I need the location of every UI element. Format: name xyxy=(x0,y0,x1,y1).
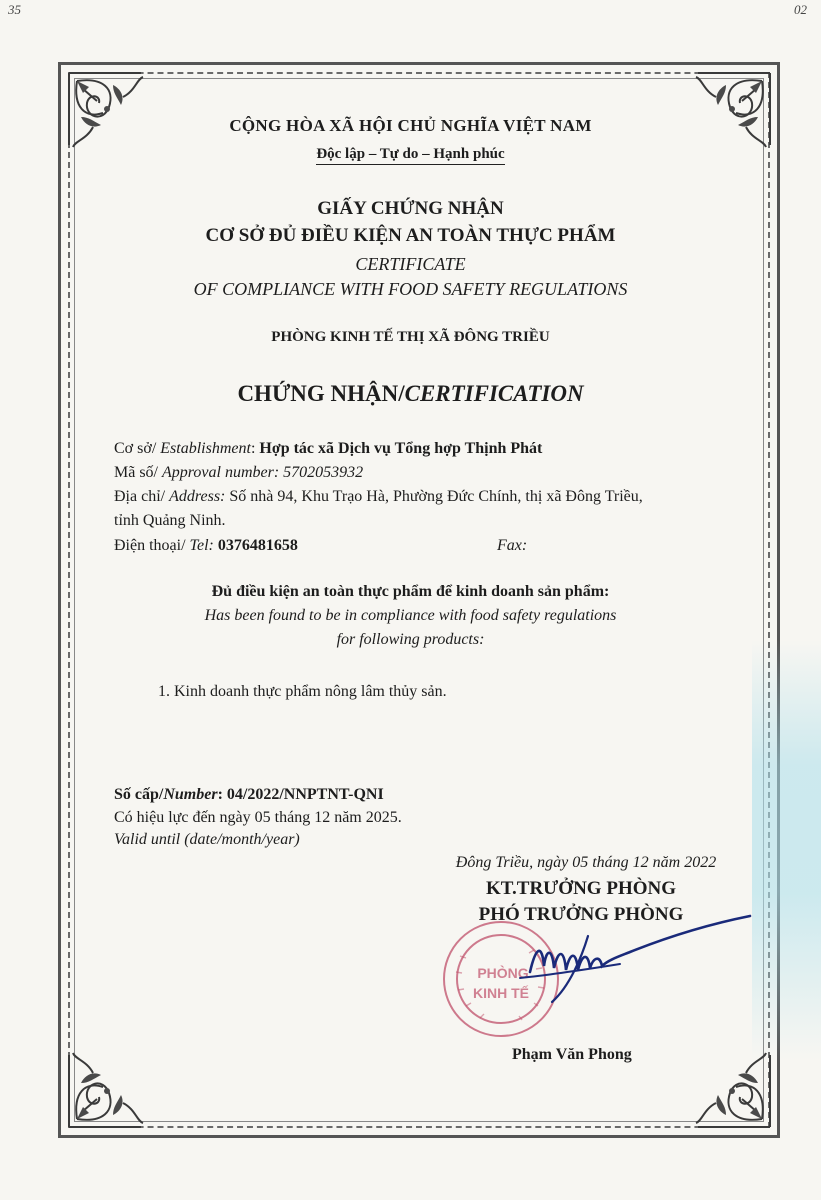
address-value-line1: Số nhà 94, Khu Trạo Hà, Phường Đức Chính, thị xã Đông Triều, xyxy=(225,488,643,505)
phone-label-vn: Điện thoại/ xyxy=(114,537,190,554)
approval-row xyxy=(114,464,363,482)
scope-statement-en-line2: for following products: xyxy=(336,631,485,648)
signer-role-line1: KT.TRƯỞNG PHÒNG xyxy=(486,878,676,899)
establishment-row xyxy=(114,440,542,458)
establishment-colon: : xyxy=(250,440,260,457)
national-motto xyxy=(0,146,821,163)
fax-label: Fax: xyxy=(497,537,528,554)
corner-ornament-icon xyxy=(692,67,776,151)
certification-heading xyxy=(0,381,821,407)
svg-text:PHÒNG: PHÒNG xyxy=(477,965,529,981)
certificate-subtitle-en: OF COMPLIANCE WITH FOOD SAFETY REGULATIONS xyxy=(193,279,628,299)
certification-heading-en: CERTIFICATION xyxy=(404,381,584,406)
number-label-en: Number xyxy=(163,786,218,803)
corner-ornament-icon xyxy=(63,67,147,151)
scan-artifact xyxy=(752,640,821,1060)
certificate-subtitle-vn: CƠ SỞ ĐỦ ĐIỀU KIỆN AN TOÀN THỰC PHẨM xyxy=(205,225,616,246)
address-value-line2: tỉnh Quảng Ninh. xyxy=(114,512,226,529)
scope-statement-en-line1: Has been found to be in compliance with food safety regulations xyxy=(204,607,617,624)
address-label-en: Address: xyxy=(169,488,226,505)
number-value: : 04/2022/NNPTNT-QNI xyxy=(217,786,384,803)
establishment-label-en: Establishment xyxy=(160,440,251,457)
margin-note-left: 35 xyxy=(8,2,21,17)
corner-ornament-icon xyxy=(63,1049,147,1133)
signer-name: Phạm Văn Phong xyxy=(512,1046,632,1063)
certification-heading-vn: CHỨNG NHẬN/ xyxy=(237,381,405,406)
svg-text:KINH TẾ: KINH TẾ xyxy=(473,985,529,1001)
national-title: CỘNG HÒA XÃ HỘI CHỦ NGHĨA VIỆT NAM xyxy=(229,116,592,135)
address-label-vn: Địa chỉ/ xyxy=(114,488,170,505)
number-row xyxy=(114,786,384,804)
establishment-value: Hợp tác xã Dịch vụ Tổng hợp Thịnh Phát xyxy=(259,440,543,457)
corner-ornament-icon xyxy=(692,1049,776,1133)
approval-value: 5702053932 xyxy=(283,464,364,481)
phone-value: 0376481658 xyxy=(217,537,298,554)
certificate-title-en: CERTIFICATE xyxy=(355,254,466,274)
number-label-vn: Số cấp/ xyxy=(114,786,164,803)
phone-label-en: Tel: xyxy=(189,537,218,554)
certificate-title-vn: GIẤY CHỨNG NHẬN xyxy=(317,198,504,219)
signer-role-line2: PHÓ TRƯỞNG PHÒNG xyxy=(478,904,684,925)
product-item: 1. Kinh doanh thực phẩm nông lâm thủy sản. xyxy=(158,683,447,700)
margin-note-right: 02 xyxy=(794,2,807,17)
validity-en: Valid until (date/month/year) xyxy=(114,831,300,848)
establishment-label-vn: Cơ sở/ xyxy=(114,440,161,457)
validity-vn: Có hiệu lực đến ngày 05 tháng 12 năm 2025. xyxy=(114,809,402,826)
issuing-authority: PHÒNG KINH TẾ THỊ XÃ ĐÔNG TRIỀU xyxy=(271,329,550,345)
motto-text: Độc lập – Tự do – Hạnh phúc xyxy=(316,146,504,165)
scope-statement-vn: Đủ điều kiện an toàn thực phẩm để kinh doanh sản phẩm: xyxy=(211,583,610,600)
phone-row xyxy=(114,537,298,555)
approval-label-vn: Mã số/ xyxy=(114,464,162,481)
address-row xyxy=(114,488,643,506)
signature-icon xyxy=(470,906,760,1006)
approval-label-en: Approval number: xyxy=(162,464,284,481)
sign-place-date: Đông Triều, ngày 05 tháng 12 năm 2022 xyxy=(455,854,717,871)
